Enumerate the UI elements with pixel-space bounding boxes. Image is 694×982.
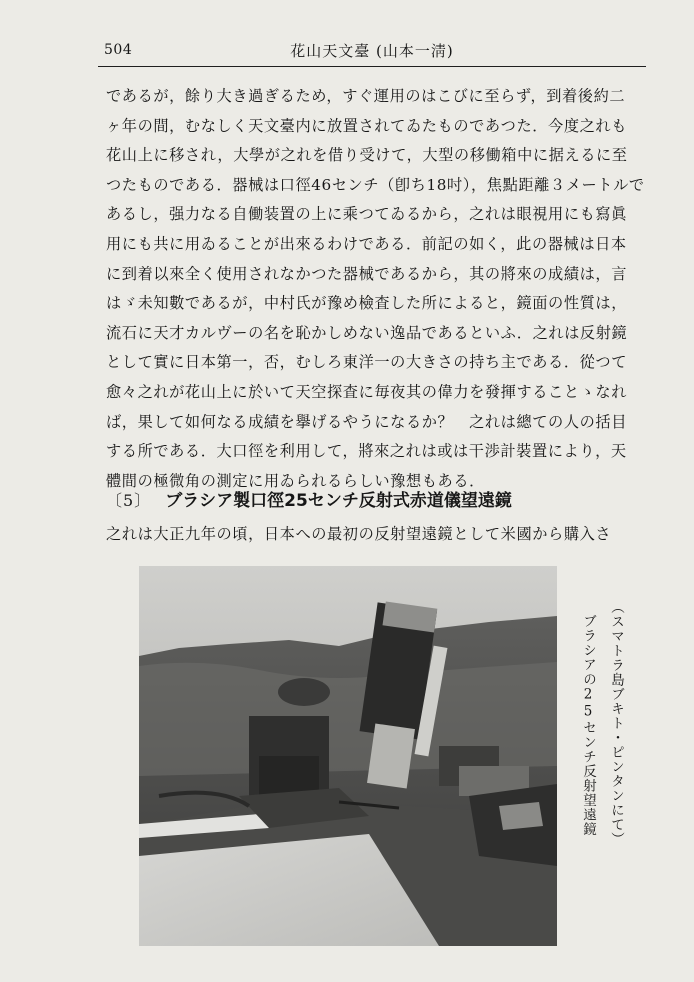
text-line: 流石に天才カルヴーの名を恥かしめない逸品であるといふ．之れは反射鏡 <box>106 323 628 342</box>
section-title: ブラシア製口徑25センチ反射式赤道儀望遠鏡 <box>165 491 512 511</box>
header-rule <box>98 66 646 67</box>
body-paragraph <box>106 82 646 496</box>
text-line: であるが，餘り大き過ぎるため，すぐ運用のはこびに至らず，到着後約二 <box>106 87 626 105</box>
text-line: ヶ年の間，むなしく天文臺内に放置されてゐたものであつた．今度之れも <box>106 116 627 135</box>
figure-caption <box>568 600 626 900</box>
text-line: 用にも共に用ゐることが出來るわけである．前記の如く，此の器械は日本 <box>106 234 627 253</box>
text-line: に到着以來全く使用されなかつた器械であるから，其の將來の成績は，言 <box>106 264 627 283</box>
text-line: ば，果して如何なる成績を擧げるやうになるか？ 之れは總ての人の括目 <box>106 412 627 431</box>
page-header <box>98 40 646 66</box>
text-line: あるし，强力なる自働装置の上に乘つてゐるから，之れは眼視用にも寫眞 <box>106 205 627 224</box>
caption-location: （スマトラ島ブキト・ピンタンにて） <box>608 600 624 847</box>
telescope-photo-graphic <box>139 566 557 946</box>
telescope-photo <box>139 566 557 946</box>
section-heading <box>106 486 646 514</box>
running-title: 花山天文臺 (山本一淸) <box>290 42 454 60</box>
section-intro-line: 之れは大正九年の頃，日本への最初の反射望遠鏡として米國から購入さ <box>106 525 612 543</box>
text-line: 體間の極微角の測定に用ゐられるらしい豫想もある． <box>106 471 485 490</box>
page-number: 504 <box>104 42 133 58</box>
section-number: 〔5〕 <box>106 491 152 510</box>
text-line: つたものである．器械は口徑46センチ（卽ち18吋），焦點距離３メートルで <box>106 175 645 194</box>
text-line: として實に日本第一，否，むしろ東洋一の大きさの持ち主である．從つて <box>106 353 627 372</box>
text-line: はゞ未知數であるが，中村氏が豫め檢査した所によると，鏡面の性質は， <box>106 294 627 313</box>
text-line: する所である．大口徑を利用して，將來之れは或は干渉計裝置により，天 <box>106 442 627 461</box>
caption-title: ブラシアの25センチ反射望遠鏡 <box>580 614 596 837</box>
text-line: 花山上に移され，大學が之れを借り受けて，大型の移働箱中に据えるに至 <box>106 146 628 165</box>
text-line: 愈々之れが花山上に於いて天空探査に毎夜其の偉力を發揮することゝなれ <box>106 382 627 401</box>
